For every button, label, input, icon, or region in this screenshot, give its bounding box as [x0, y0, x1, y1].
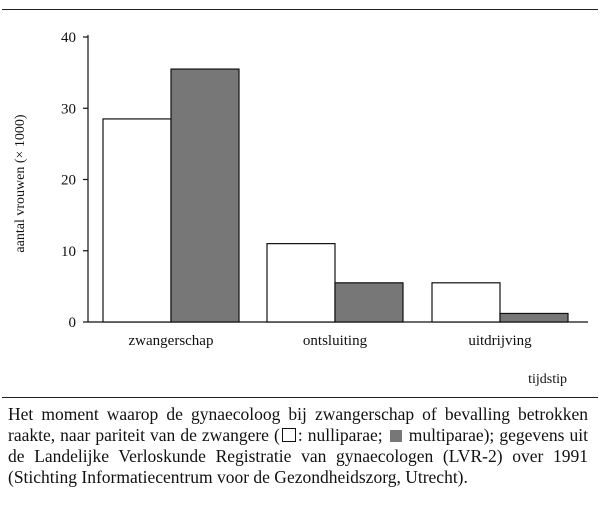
y-tick-label: 20	[61, 172, 76, 189]
bar-nulliparae-ontsluiting	[267, 244, 335, 322]
y-tick-label: 0	[68, 315, 76, 331]
open-square-icon	[282, 428, 296, 442]
bar-multiparae-zwangerschap	[171, 69, 239, 322]
figure-caption	[8, 404, 588, 488]
x-category-label: zwangerschap	[128, 333, 214, 349]
y-tick-label: 10	[61, 243, 76, 260]
bar-nulliparae-uitdrijving	[432, 283, 500, 322]
y-tick-label: 40	[61, 30, 76, 46]
caption-rule	[2, 397, 598, 398]
caption-legend-dark: multiparae); gegevens uit de Landelijke Verloskunde Registratie van gynaecologen (LVR-2) over 1991 (Stichting Informatiecentrum voor de Gezondheidszorg, Utrecht).	[8, 425, 589, 487]
x-category-label: ontsluiting	[302, 333, 368, 349]
y-axis-label: aantal vrouwen (× 1000)	[13, 114, 28, 253]
x-category-label: uitdrijving	[468, 333, 532, 349]
filled-square-icon	[390, 430, 402, 442]
bars	[103, 69, 568, 322]
caption-legend-open: : nulliparae;	[297, 425, 383, 445]
bar-multiparae-ontsluiting	[335, 283, 403, 322]
bar-nulliparae-zwangerschap	[103, 119, 171, 322]
bar-multiparae-uitdrijving	[500, 313, 568, 322]
y-tick-label: 30	[61, 101, 76, 118]
caption-text-before: Het moment waarop de gynaecoloog bij zwangerschap of bevalling betrokken raakte, naar pariteit van de zwangere (	[8, 404, 588, 445]
x-axis-label: tijdstip	[528, 372, 567, 387]
chart-labels	[13, 30, 567, 387]
